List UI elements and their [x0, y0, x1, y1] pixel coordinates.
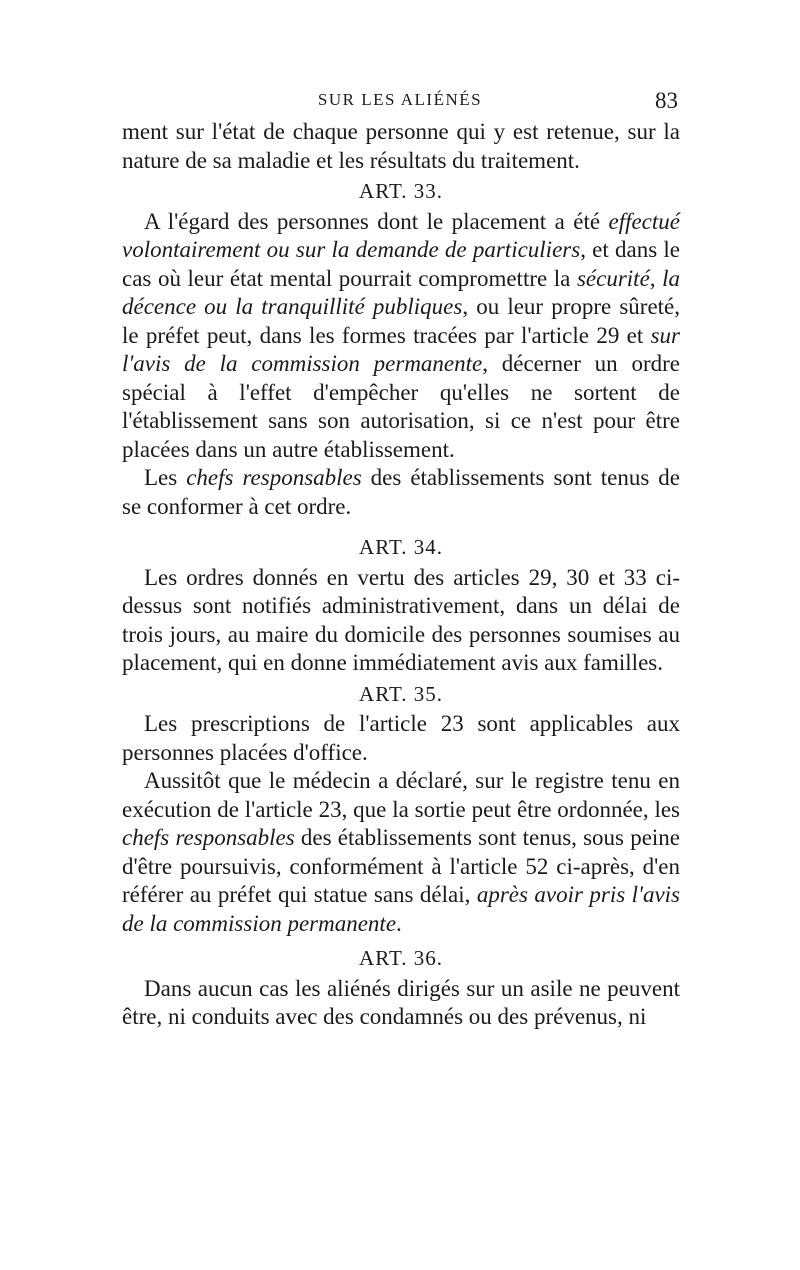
paragraph-chefs-responsables	[122, 464, 680, 521]
text-run: Les	[144, 465, 187, 490]
paragraph-continuation: ment sur l'état de chaque personne qui y est retenue, sur la nature de sa maladie et les résultats du traitement.	[122, 119, 680, 173]
italic-run: chefs responsables	[186, 465, 362, 490]
article-heading-33: ART. 33.	[359, 179, 443, 203]
text-run: .	[396, 910, 402, 936]
paragraph-sortie	[122, 767, 680, 938]
paragraph-article-34: Les ordres donnés en vertu des articles 29, 30 et 33 ci-dessus sont notifiés administrativement, dans un délai de trois jours, au maire du domicile des personnes soumises au placement, qui en donne immédiatement avis aux familles.	[122, 564, 680, 675]
running-head	[122, 88, 678, 118]
text-run: des établissements sont tenus de se conformer à cet ordre.	[122, 465, 680, 519]
italic-run: sécurité, la décence ou la tranquillité publiques	[122, 265, 680, 319]
page-number: 83	[655, 88, 678, 113]
article-heading-34: ART. 34.	[359, 535, 443, 559]
body-text	[122, 118, 680, 1032]
text-run: des établissements sont tenus, sous peine d'être poursuivis, conformément à l'article 52 ci-après, d'en référer au préfet qui statue sans délai,	[122, 825, 681, 907]
paragraph-article-35: Les prescriptions de l'article 23 sont applicables aux personnes placées d'office.	[122, 711, 680, 765]
article-heading-35: ART. 35.	[359, 681, 443, 706]
paragraph-article-36: Dans aucun cas les aliénés dirigés sur un asile ne peuvent être, ni conduits avec des condamnés ou des prévenus, ni	[122, 975, 680, 1029]
paragraph-article-33	[122, 208, 680, 465]
italic-run: effectué volontairement ou sur la demande de particuliers	[122, 208, 680, 262]
text-run: , et dans le cas où leur état mental pourrait compromettre la	[122, 237, 681, 291]
text-run: Aussitôt que le médecin a déclaré, sur le registre tenu en exécution de l'article 23, que la sortie peut être ordonnée, les	[122, 768, 680, 822]
italic-run: chefs responsables	[122, 825, 295, 850]
running-title: SUR LES ALIÉNÉS	[317, 90, 483, 109]
italic-run: après avoir pris l'avis de la commission permanente	[122, 882, 680, 936]
text-run: , ou leur propre sûreté, le préfet peut, dans les formes tracées par l'article 29 et	[122, 294, 681, 348]
text-run: , décerner un ordre spécial à l'effet d'empêcher qu'elles ne sortent de l'établissement sans son autorisation, si ce n'est pour être placées dans un autre établissement.	[122, 351, 680, 462]
article-heading-36: ART. 36.	[359, 946, 443, 970]
italic-run: sur l'avis de la commission permanente	[122, 322, 680, 376]
text-run: A l'égard des personnes dont le placement a été	[144, 208, 609, 234]
